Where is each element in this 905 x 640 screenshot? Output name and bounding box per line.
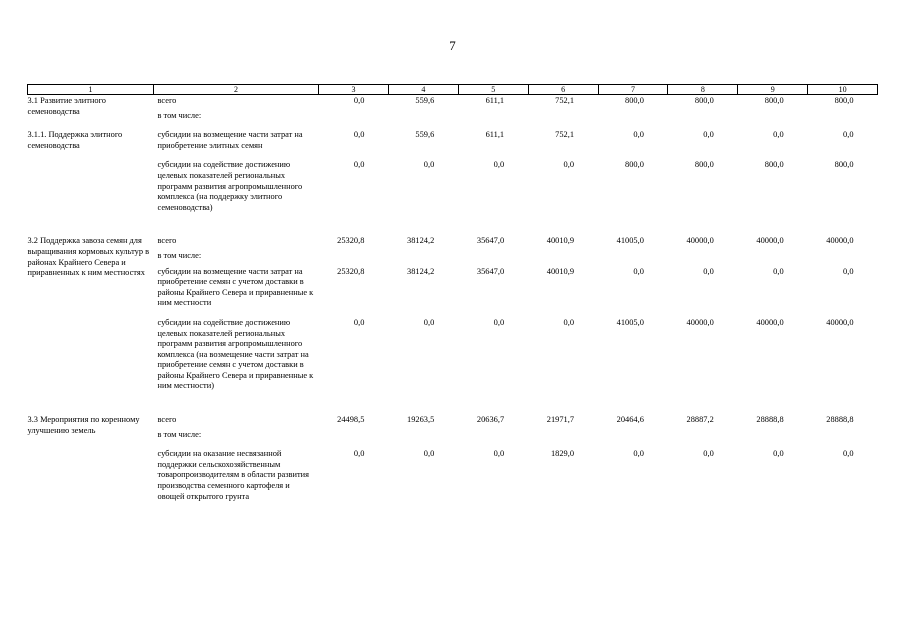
value-cell: 800,0	[625, 96, 644, 105]
column-header: 3	[319, 85, 389, 95]
value-cell: 1829,0	[550, 449, 574, 459]
value-cell: 800,0	[694, 96, 714, 105]
value-cell: 0,0	[423, 317, 435, 327]
activity-name: 3.3 Мероприятия по коренному улучшению земель	[27, 415, 140, 435]
value-cell: 611,1	[485, 96, 505, 105]
value-cell: 28888,8	[826, 415, 854, 425]
funding-type: всего	[157, 415, 177, 425]
value-cell: 40000,0	[686, 236, 714, 246]
funding-type: всего	[157, 236, 177, 246]
activity-name: 3.1.1. Поддержка элитного семеноводства	[27, 130, 123, 150]
table-row	[28, 317, 878, 392]
value-cell: 38124,2	[407, 236, 435, 246]
table-row	[28, 448, 878, 502]
table-row	[28, 159, 878, 213]
value-cell: 0,0	[703, 266, 714, 276]
value-cell: 0,0	[493, 449, 505, 459]
value-cell: 40000,0	[826, 317, 854, 327]
value-cell: 0,0	[353, 96, 365, 105]
funding-type: субсидии на возмещение части затрат на приобретение семян с учетом доставки в районы Крайнего Севера и приравненные к ним местности	[157, 266, 314, 308]
table-row	[28, 129, 878, 159]
value-cell: 0,0	[493, 160, 505, 170]
value-cell: 38124,2	[407, 266, 435, 276]
table-row	[28, 426, 878, 449]
value-cell: 800,0	[764, 160, 784, 170]
column-header: 8	[668, 85, 738, 95]
column-header: 5	[458, 85, 528, 95]
value-cell: 24498,5	[337, 415, 365, 425]
value-cell: 0,0	[633, 266, 644, 276]
value-cell: 611,1	[485, 130, 505, 140]
value-cell: 21971,7	[546, 415, 574, 425]
value-cell: 35647,0	[476, 266, 505, 276]
funding-type: в том числе:	[157, 250, 202, 260]
value-cell: 752,1	[555, 130, 574, 140]
column-header: 6	[528, 85, 598, 95]
column-header: 7	[598, 85, 668, 95]
value-cell: 0,0	[563, 317, 574, 327]
table-row	[28, 414, 878, 426]
table-row	[28, 107, 878, 130]
value-cell: 0,0	[353, 317, 365, 327]
funding-type: в том числе:	[157, 110, 202, 120]
value-cell: 0,0	[703, 449, 714, 459]
value-cell: 0,0	[843, 449, 854, 459]
value-cell: 40010,9	[546, 236, 574, 246]
value-cell: 40000,0	[826, 236, 854, 246]
value-cell: 0,0	[353, 449, 365, 459]
value-cell: 559,6	[415, 96, 435, 105]
value-cell: 0,0	[423, 449, 435, 459]
activity-name: 3.1 Развитие элитного семеноводства	[27, 96, 106, 116]
activity-name	[28, 317, 154, 392]
value-cell: 800,0	[694, 160, 714, 170]
value-cell: 41005,0	[616, 317, 644, 327]
funding-type: субсидии на возмещение части затрат на приобретение элитных семян	[157, 130, 303, 150]
value-cell: 19263,5	[407, 415, 435, 425]
value-cell: 800,0	[764, 96, 784, 105]
value-cell: 800,0	[625, 160, 644, 170]
value-cell: 0,0	[423, 160, 435, 170]
value-cell: 0,0	[633, 449, 644, 459]
value-cell: 25320,8	[337, 266, 365, 276]
value-cell: 20464,6	[616, 415, 644, 425]
column-header: 1	[28, 85, 154, 95]
value-cell: 800,0	[834, 160, 854, 170]
activity-name	[28, 159, 154, 213]
value-cell: 41005,0	[616, 236, 644, 246]
value-cell: 559,6	[415, 130, 435, 140]
funding-type: всего	[157, 96, 177, 105]
column-header: 4	[388, 85, 458, 95]
table-row	[28, 247, 878, 266]
value-cell: 0,0	[703, 130, 714, 140]
activity-name: 3.2 Поддержка завоза семян для выращивания кормовых культур в районах Крайнего Севера и приравненных к ним местностях	[27, 236, 150, 278]
funding-type: субсидии на содействие достижению целевых показателей региональных программ развития агропромышленного комплекса (на поддержку элитного семеноводства)	[157, 160, 303, 212]
value-cell: 25320,8	[337, 236, 365, 246]
value-cell: 0,0	[773, 266, 784, 276]
value-cell: 0,0	[843, 130, 854, 140]
value-cell: 0,0	[563, 160, 574, 170]
funding-type: субсидии на содействие достижению целевых показателей региональных программ развития агропромышленного комплекса (на возмещение части затрат на приобретение семян с учетом доставки в районы Крайнего Севера и приравненные к ним местности)	[157, 317, 314, 391]
table-row	[28, 95, 878, 107]
value-cell: 40000,0	[686, 317, 714, 327]
column-header: 2	[154, 85, 319, 95]
value-cell: 28888,8	[756, 415, 784, 425]
column-header: 9	[738, 85, 808, 95]
funding-type: в том числе:	[157, 429, 202, 439]
value-cell: 752,1	[555, 96, 574, 105]
value-cell: 0,0	[493, 317, 505, 327]
column-number-row	[28, 85, 878, 95]
column-header: 10	[808, 85, 878, 95]
value-cell: 0,0	[773, 130, 784, 140]
value-cell: 0,0	[353, 160, 365, 170]
table-row	[28, 235, 878, 247]
value-cell: 0,0	[773, 449, 784, 459]
value-cell: 0,0	[353, 130, 365, 140]
budget-table	[27, 84, 878, 502]
page-number: 7	[449, 38, 456, 53]
value-cell: 40000,0	[756, 317, 784, 327]
value-cell: 40010,9	[546, 266, 574, 276]
value-cell: 35647,0	[476, 236, 505, 246]
value-cell: 20636,7	[476, 415, 505, 425]
funding-type: субсидии на оказание несвязанной поддержки сельскохозяйственным товаропроизводителям в области развития производства семенного картофеля и овощей открытого грунта	[157, 449, 309, 501]
value-cell: 28887,2	[686, 415, 714, 425]
value-cell: 40000,0	[756, 236, 784, 246]
table-row	[28, 266, 878, 317]
value-cell: 0,0	[633, 130, 644, 140]
value-cell: 800,0	[834, 96, 854, 105]
value-cell: 0,0	[843, 266, 854, 276]
activity-name	[28, 448, 154, 502]
